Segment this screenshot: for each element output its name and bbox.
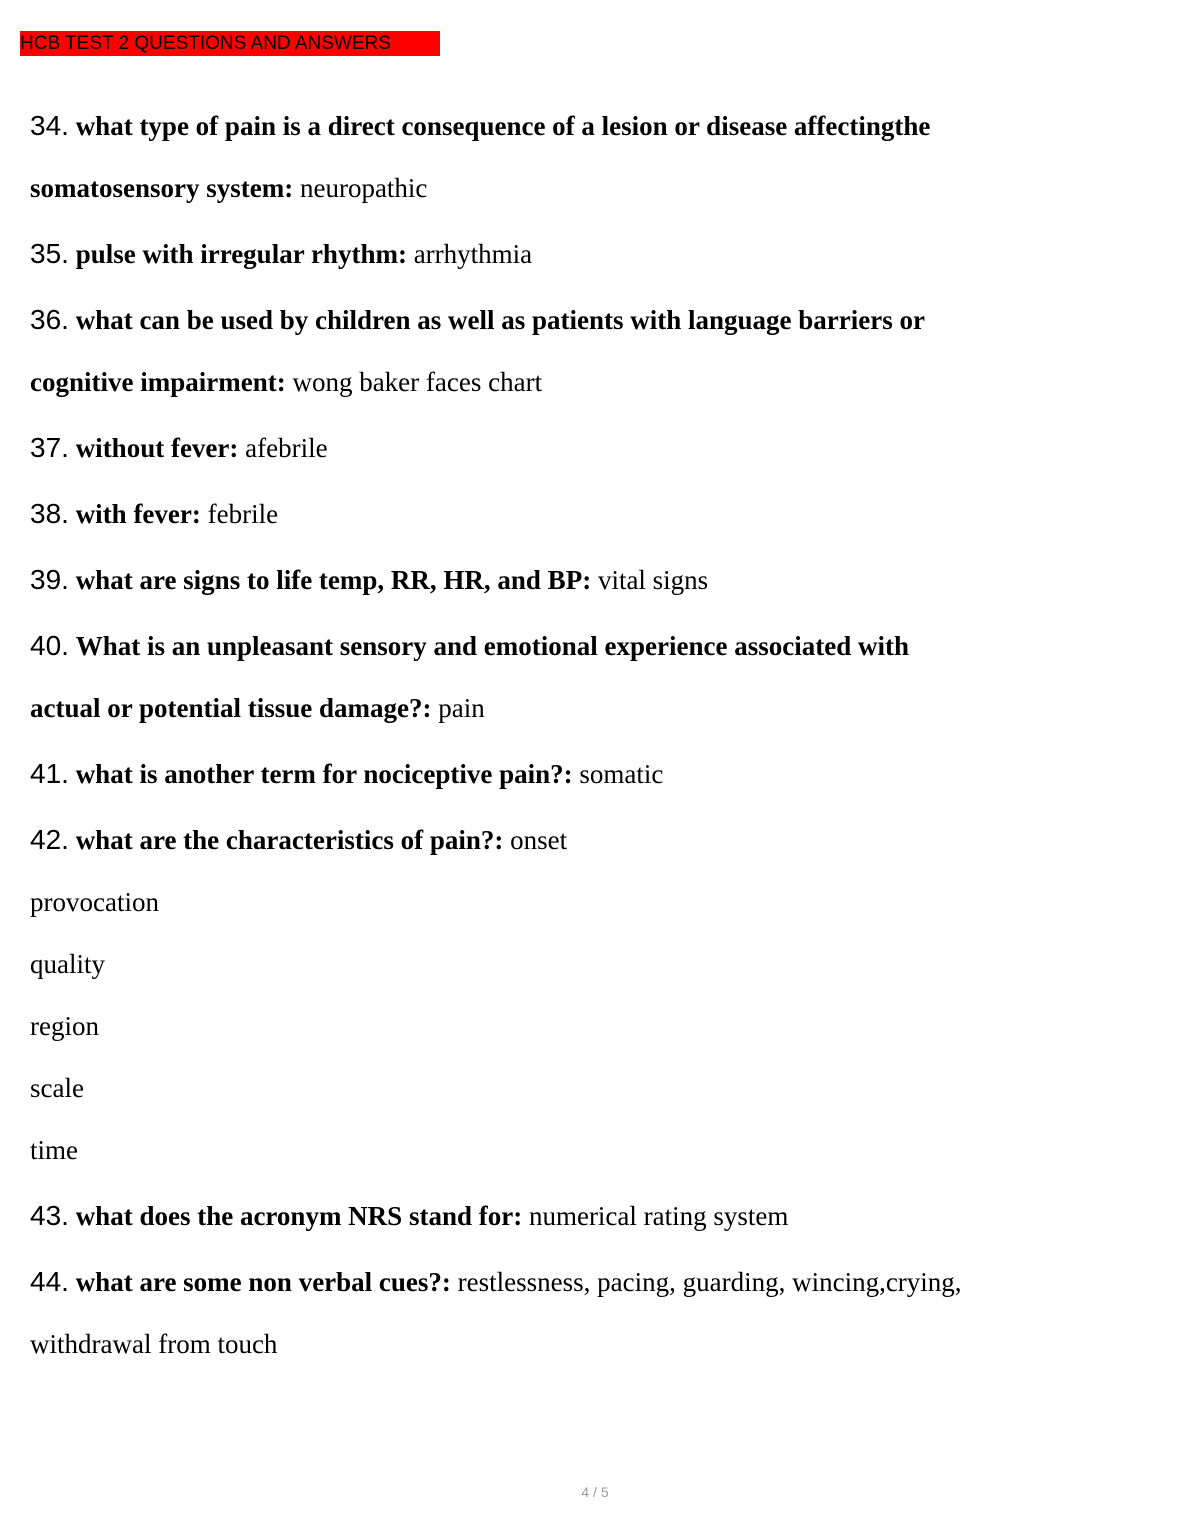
answer-text: restlessness, pacing, guarding, wincing,crying, — [457, 1267, 962, 1297]
question-text: what are the characteristics of pain?: — [75, 825, 504, 855]
question-text: what can be used by children as well as patients with language barriers or — [75, 305, 925, 335]
question-text: what are some non verbal cues?: — [75, 1267, 451, 1297]
answer-text: numerical rating system — [528, 1201, 789, 1231]
answer-continuation: region — [30, 1011, 99, 1041]
question-number: 38. — [30, 498, 69, 529]
qa-item-40-cont — [30, 677, 1160, 739]
question-number: 35. — [30, 238, 69, 269]
answer-text: neuropathic — [299, 173, 428, 203]
answer-continuation: quality — [30, 949, 105, 979]
answer-text: pain — [438, 693, 485, 723]
answer-continuation: scale — [30, 1073, 84, 1103]
page-number: 4 / 5 — [581, 1484, 609, 1500]
question-text: somatosensory system: — [30, 173, 294, 203]
qa-item-35 — [30, 223, 1160, 285]
qa-item-36 — [30, 289, 1160, 351]
answer-text: onset — [510, 825, 568, 855]
question-number: 41. — [30, 758, 69, 789]
qa-item-36-cont — [30, 351, 1160, 413]
question-text: what type of pain is a direct consequence of a lesion or disease affectingthe — [75, 111, 931, 141]
answer-continuation: withdrawal from touch — [30, 1329, 278, 1359]
answer-text: afebrile — [245, 433, 328, 463]
answer-text: wong baker faces chart — [292, 367, 543, 397]
qa-item-39 — [30, 549, 1160, 611]
question-text: what does the acronym NRS stand for: — [75, 1201, 523, 1231]
qa-item-44 — [30, 1251, 1160, 1313]
answer-text: arrhythmia — [413, 239, 533, 269]
document-header-banner: HCB TEST 2 QUESTIONS AND ANSWERS — [20, 31, 440, 56]
qa-item-34-cont — [30, 157, 1160, 219]
question-number: 36. — [30, 304, 69, 335]
answer-text: vital signs — [597, 565, 709, 595]
question-text: with fever: — [75, 499, 201, 529]
question-text: what are signs to life temp, RR, HR, and BP: — [75, 565, 592, 595]
question-text: cognitive impairment: — [30, 367, 286, 397]
question-number: 43. — [30, 1200, 69, 1231]
qa-list — [30, 95, 1160, 1375]
question-text: what is another term for nociceptive pain?: — [75, 759, 573, 789]
qa-item-34 — [30, 95, 1160, 157]
answer-text: febrile — [207, 499, 279, 529]
qa-item-42 — [30, 809, 1160, 871]
question-text: without fever: — [75, 433, 239, 463]
question-text: actual or potential tissue damage?: — [30, 693, 432, 723]
question-number: 40. — [30, 630, 69, 661]
question-number: 42. — [30, 824, 69, 855]
question-text: What is an unpleasant sensory and emotional experience associated with — [75, 631, 909, 661]
answer-continuation: provocation — [30, 887, 159, 917]
question-number: 44. — [30, 1266, 69, 1297]
question-text: pulse with irregular rhythm: — [75, 239, 407, 269]
qa-item-38 — [30, 483, 1160, 545]
answer-text: somatic — [579, 759, 664, 789]
answer-continuation: time — [30, 1135, 78, 1165]
qa-item-40 — [30, 615, 1160, 677]
question-number: 34. — [30, 110, 69, 141]
qa-item-41 — [30, 743, 1160, 805]
qa-item-43 — [30, 1185, 1160, 1247]
qa-item-37 — [30, 417, 1160, 479]
question-number: 37. — [30, 432, 69, 463]
question-number: 39. — [30, 564, 69, 595]
